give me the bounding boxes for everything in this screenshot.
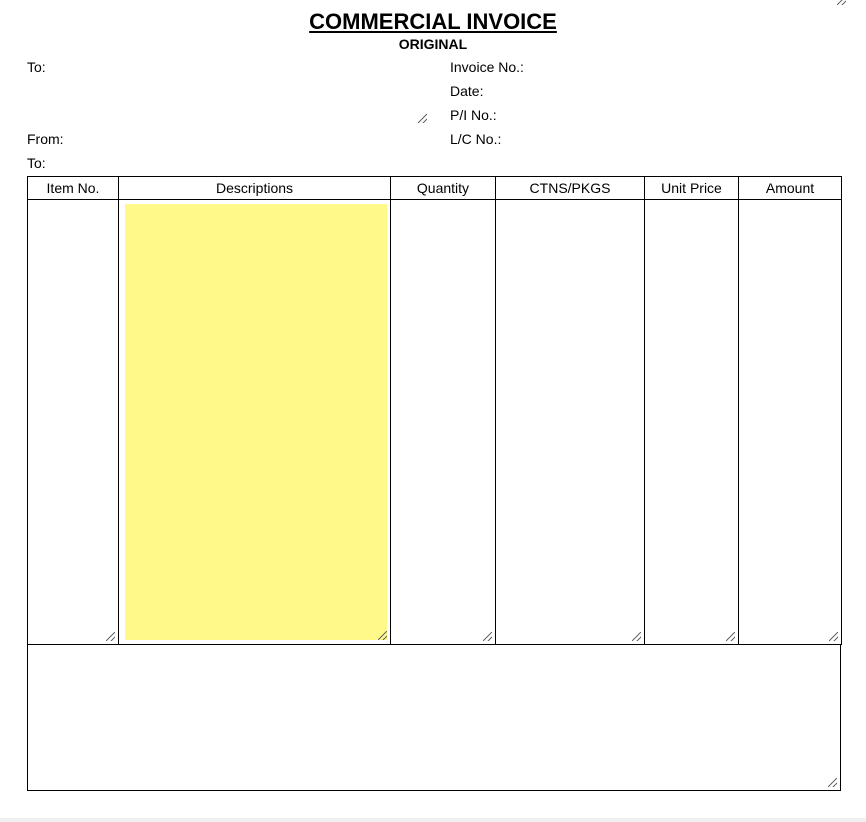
- column-header-unit-price: Unit Price: [645, 177, 739, 200]
- descriptions-cell: [119, 200, 391, 645]
- quantity-textarea[interactable]: [391, 200, 495, 644]
- document-title: COMMERCIAL INVOICE: [309, 9, 557, 34]
- quantity-cell: [391, 200, 496, 645]
- to-label: To:: [27, 59, 46, 75]
- pi-no-label: P/I No.:: [450, 107, 497, 123]
- date-label: Date:: [450, 83, 484, 99]
- document-subtitle: ORIGINAL: [398, 36, 468, 52]
- resize-grip-icon[interactable]: [837, 0, 846, 5]
- to-address-textarea[interactable]: [27, 80, 430, 125]
- resize-grip-icon[interactable]: [483, 632, 492, 641]
- column-header-ctns-pkgs: CTNS/PKGS: [496, 177, 645, 200]
- amount-cell: [739, 200, 842, 645]
- item-no-textarea[interactable]: [28, 200, 118, 644]
- amount-textarea[interactable]: [739, 200, 841, 644]
- page-bottom-edge: [0, 818, 866, 822]
- remarks-textarea[interactable]: [27, 644, 841, 791]
- resize-grip-icon[interactable]: [829, 632, 838, 641]
- resize-grip-icon[interactable]: [726, 632, 735, 641]
- resize-grip-icon[interactable]: [632, 632, 641, 641]
- resize-grip-icon[interactable]: [378, 631, 387, 640]
- to-destination-label: To:: [27, 155, 46, 171]
- invoice-no-label: Invoice No.:: [450, 59, 524, 75]
- unit-price-textarea[interactable]: [645, 200, 738, 644]
- table-header-row: [28, 177, 842, 200]
- ctns-pkgs-textarea[interactable]: [496, 200, 644, 644]
- from-label: From:: [27, 131, 64, 147]
- invoice-items-table: [27, 176, 842, 645]
- item-no-cell: [28, 200, 119, 645]
- unit-price-cell: [645, 200, 739, 645]
- lc-no-label: L/C No.:: [450, 131, 502, 147]
- resize-grip-icon[interactable]: [106, 632, 115, 641]
- ctns-pkgs-cell: [496, 200, 645, 645]
- column-header-item-no: Item No.: [28, 177, 119, 200]
- resize-grip-icon[interactable]: [828, 778, 837, 787]
- descriptions-textarea[interactable]: [125, 204, 387, 640]
- column-header-amount: Amount: [739, 177, 842, 200]
- table-row: [28, 200, 842, 645]
- column-header-descriptions: Descriptions: [119, 177, 391, 200]
- resize-grip-icon[interactable]: [418, 114, 427, 123]
- column-header-quantity: Quantity: [391, 177, 496, 200]
